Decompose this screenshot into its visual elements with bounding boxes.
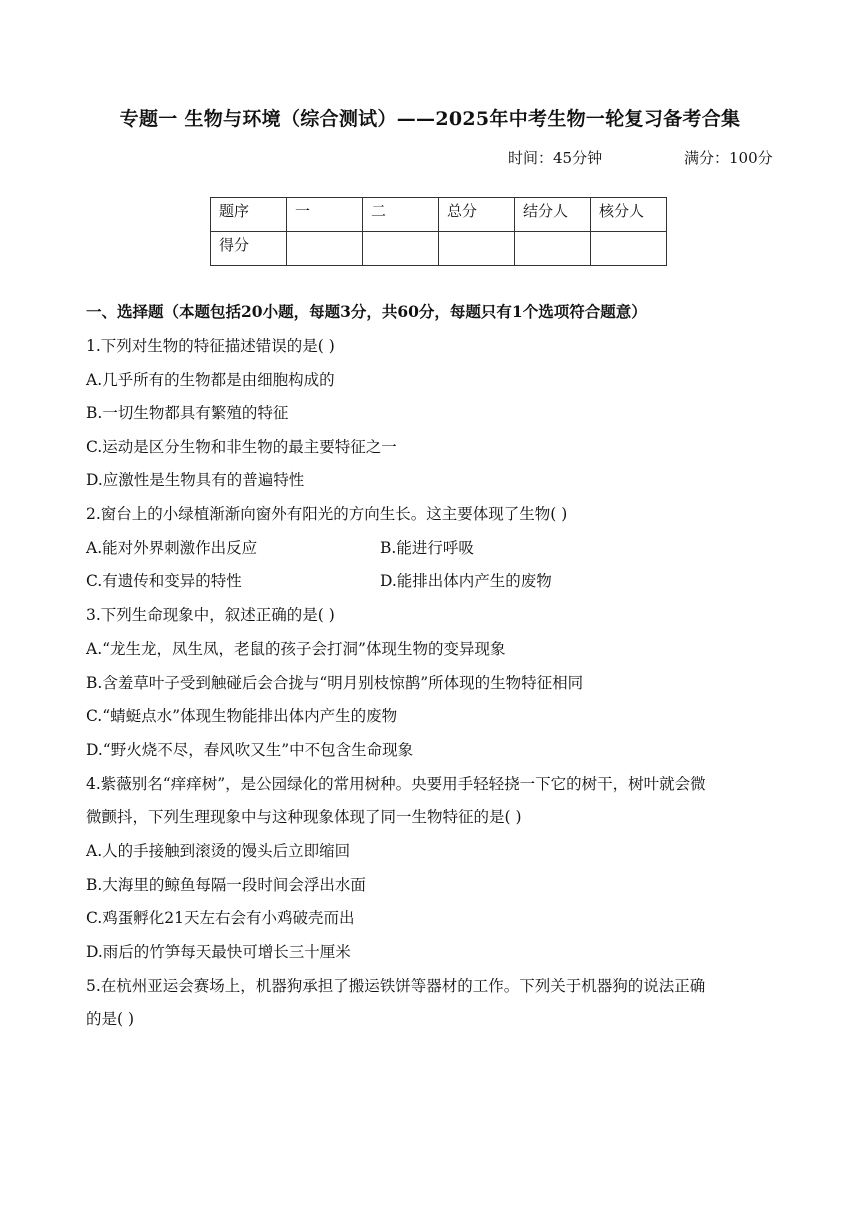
question-1-option-a: A.几乎所有的生物都是由细胞构成的 [86,371,335,389]
question-4-option-b: B.大海里的鲸鱼每隔一段时间会浮出水面 [86,876,366,894]
question-1-stem: 1.下列对生物的特征描述错误的是( ) [86,337,335,355]
score-table-header-cell: 总分 [439,198,515,232]
question-3-option-a: A.“龙生龙，凤生凤，老鼠的孩子会打洞”体现生物的变异现象 [86,640,506,658]
page-title: 专题一 生物与环境（综合测试）——2025年中考生物一轮复习备考合集 [119,108,741,130]
score-cell[interactable] [591,232,667,266]
question-5-stem-line-2: 的是( ) [86,1010,135,1028]
question-1-option-c: C.运动是区分生物和非生物的最主要特征之一 [86,438,397,456]
full-score: 满分：100分 [684,149,773,167]
score-cell[interactable] [363,232,439,266]
question-2-option-d: D.能排出体内产生的废物 [380,572,552,590]
question-3-stem: 3.下列生命现象中，叙述正确的是( ) [86,606,335,624]
score-table-header-cell: 一 [287,198,363,232]
score-table-score-row [211,232,667,266]
score-cell[interactable] [287,232,363,266]
score-row-label: 得分 [211,232,287,266]
score-cell[interactable] [439,232,515,266]
question-2-option-a: A.能对外界刺激作出反应 [86,539,258,557]
score-table-header-row [211,198,667,232]
question-3-option-b: B.含羞草叶子受到触碰后会合拢与“明月别枝惊鹊”所体现的生物特征相同 [86,674,584,692]
question-2-option-b: B.能进行呼吸 [380,539,474,557]
question-1-option-d: D.应激性是生物具有的普遍特性 [86,471,305,489]
score-cell[interactable] [515,232,591,266]
score-table-header-cell: 二 [363,198,439,232]
section-heading: 一、选择题（本题包括20小题，每题3分，共60分，每题只有1个选项符合题意） [86,302,647,321]
question-3-option-c: C.“蜻蜓点水”体现生物能排出体内产生的废物 [86,707,398,725]
score-table-header-cell: 结分人 [515,198,591,232]
question-5-stem-line-1: 5.在杭州亚运会赛场上，机器狗承担了搬运铁饼等器材的工作。下列关于机器狗的说法正确 [86,977,706,995]
question-4-option-d: D.雨后的竹笋每天最快可增长三十厘米 [86,943,351,961]
score-table [210,197,667,266]
score-table-header-cell: 核分人 [591,198,667,232]
question-1-option-b: B.一切生物都具有繁殖的特征 [86,404,289,422]
exam-time: 时间：45分钟 [508,149,603,167]
question-3-option-d: D.“野火烧不尽，春风吹又生”中不包含生命现象 [86,741,414,759]
question-2-option-c: C.有遗传和变异的特性 [86,572,242,590]
question-2-stem: 2.窗台上的小绿植渐渐向窗外有阳光的方向生长。这主要体现了生物( ) [86,505,568,523]
question-4-option-c: C.鸡蛋孵化21天左右会有小鸡破壳而出 [86,909,355,927]
question-4-stem-line-2: 微颤抖，下列生理现象中与这种现象体现了同一生物特征的是( ) [86,808,522,826]
question-4-option-a: A.人的手接触到滚烫的馒头后立即缩回 [86,842,351,860]
score-table-header-cell: 题序 [211,198,287,232]
question-4-stem-line-1: 4.紫薇别名“痒痒树”，是公园绿化的常用树种。央要用手轻轻挠一下它的树干，树叶就会微 [86,775,706,793]
